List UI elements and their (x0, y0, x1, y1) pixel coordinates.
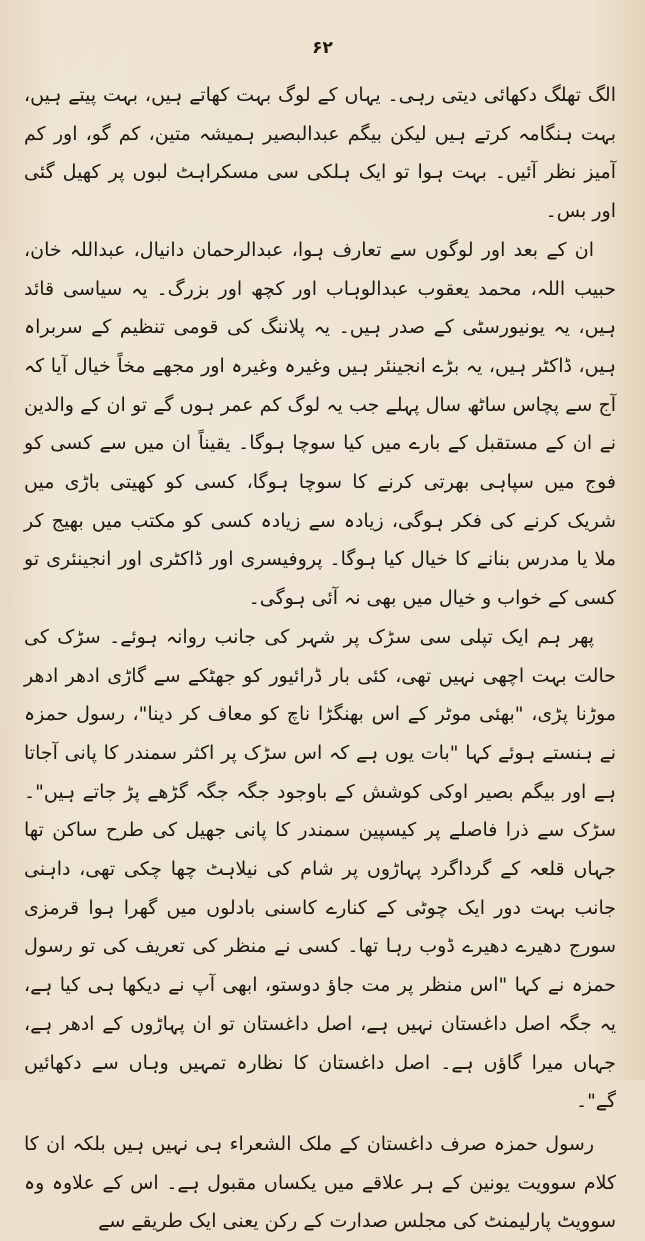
paragraph-1: الگ تھلگ دکھائی دیتی رہی۔ یہاں کے لوگ بہت کھاتے ہیں، بہت پیتے ہیں، بہت ہنگامہ کرتے ہیں لیکن بیگم عبدالبصیر ہمیشہ متین، کم گو، اور کم آمیز نظر آئیں۔ بہت ہوا تو ایک ہلکی سی مسکراہٹ لبوں پر کھیل گئی اور بس۔ (24, 84, 616, 223)
page-body-text (24, 76, 616, 1241)
paragraph-2: ان کے بعد اور لوگوں سے تعارف ہوا، عبدالرحمان دانیال، عبداللہ خان، حبیب اللہ، محمد یعقوب عبدالوہاب اور کچھ اور بزرگ۔ یہ سیاسی قائد ہیں، یہ یونیورسٹی کے صدر ہیں۔ یہ پلاننگ کی قومی تنظیم کے سربراہ ہیں، ڈاکٹر ہیں، یہ بڑے انجینئر ہیں وغیرہ وغیرہ اور مجھے مخاً خیال آیا کہ آج سے پچاس ساٹھ سال پہلے جب یہ لوگ کم عمر ہوں گے تو ان کے والدین نے ان کے مستقبل کے بارے میں کیا سوچا ہوگا۔ یقیناً ان میں سے کسی کو فوج میں سپاہی بھرتی کرنے کا سوچا ہوگا، کسی کو کھیتی باڑی میں شریک کرنے کی فکر ہوگی، زیادہ سے زیادہ کسی کو مکتب میں بھیج کر ملا یا مدرس بنانے کا خیال کیا ہوگا۔ پروفیسری اور ڈاکٹری اور انجینئری تو کسی کے خواب و خیال میں بھی نہ آئی ہوگی۔ (24, 238, 616, 610)
page-number: ۶۲ (312, 38, 333, 58)
paragraph-4: رسول حمزہ صرف داغستان کے ملک الشعراء ہی نہیں ہیں بلکہ ان کا کلام سوویت یونین کے ہر علاقے میں یکساں مقبول ہے۔ اس کے علاوہ وہ سوویٹ پارلیمنٹ کی مجلس صدارت کے رکن یعنی ایک طریقے سے (24, 1132, 616, 1233)
paragraph-3: پھر ہم ایک تپلی سی سڑک پر شہر کی جانب روانہ ہوئے۔ سڑک کی حالت بہت اچھی نہیں تھی، کئی بار ڈرائیور کو جھٹکے سے گاڑی ادھر ادھر موڑنا پڑی، "بھئی موٹر کے اس بھنگڑا ناچ کو معاف کر دینا"، رسول حمزہ نے ہنستے ہوئے کہا "بات یوں ہے کہ اس سڑک پر اکثر سمندر کا پانی آجاتا ہے اور بیگم بصیر اوکی کوشش کے باوجود جگہ جگہ گڑھے پڑ جاتے ہیں"۔ سڑک سے ذرا فاصلے پر کیسپین سمندر کا پانی جھیل کی طرح ساکن تھا جہاں قلعہ کے گرداگرد پہاڑوں پر شام کی نیلاہٹ چھا چکی تھی، داہنی جانب بہت دور ایک چوٹی کے کنارے کاسنی بادلوں میں گھرا ہوا قرمزی سورج دھیرے دھیرے ڈوب رہا تھا۔ کسی نے منظر کی تعریف کی تو رسول حمزہ نے کہا "اس منظر پر مت جاؤ دوستو، ابھی آپ نے دیکھا ہی کیا ہے، یہ جگہ اصل داغستان نہیں ہے، اصل داغستان تو ان پہاڑوں کے ادھر ہے، جہاں میرا گاؤں ہے۔ اصل داغستان کا نظارہ تمہیں وہاں سے دکھائیں گے"۔ (24, 625, 616, 1113)
